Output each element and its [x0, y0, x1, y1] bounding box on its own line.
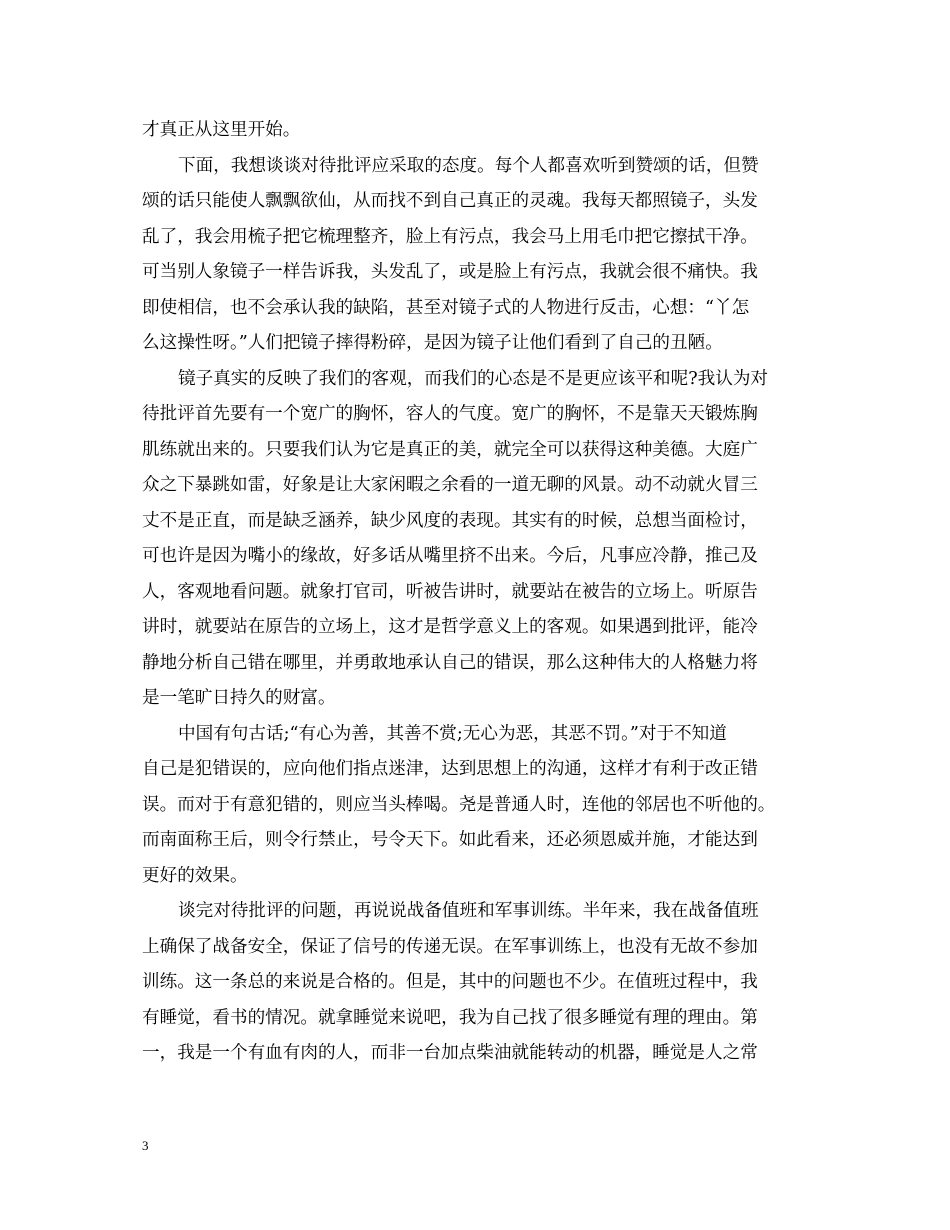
text-line: 人，客观地看问题。就象打官司，听被告讲时，就要站在被告的立场上。听原告 [142, 581, 758, 602]
text-line: 丈不是正直，而是缺乏涵养，缺少风度的表现。其实有的时候，总想当面检讨， [142, 510, 758, 531]
text-line: 有睡觉，看书的情况。就拿睡觉来说吧，我为自己找了很多睡觉有理的理由。第 [142, 1007, 758, 1028]
text-line: 上确保了战备安全，保证了信号的传递无误。在军事训练上，也没有无故不参加 [142, 936, 758, 957]
text-line: 可也许是因为嘴小的缘故，好多话从嘴里挤不出来。今后，凡事应冷静，推己及 [142, 546, 758, 566]
text-line: 中国有句古话;“有心为善，其善不赏;无心为恶，其恶不罚。”对于不知道 [178, 723, 727, 744]
text-line: 讲时，就要站在原告的立场上，这才是哲学意义上的客观。如果遇到批评，能冷 [142, 617, 758, 637]
text-line: 颂的话只能使人飘飘欲仙，从而找不到自己真正的灵魂。我每天都照镜子，头发 [142, 191, 758, 211]
text-line: 谈完对待批评的问题，再说说战备值班和军事训练。半年来，我在战备值班 [178, 901, 759, 921]
text-line: 众之下暴跳如雷，好象是让大家闲暇之余看的一道无聊的风景。动不动就火冒三 [142, 475, 758, 495]
text-line: 而南面称王后，则令行禁止，号令天下。如此看来，还必须恩威并施，才能达到 [142, 830, 758, 850]
text-line: 下面，我想谈谈对待批评应采取的态度。每个人都喜欢听到赞颂的话，但赞 [178, 155, 759, 176]
page-number: 3 [142, 1138, 149, 1153]
text-line: 乱了，我会用梳子把它梳理整齐，脸上有污点，我会马上用毛巾把它擦拭干净。 [142, 226, 758, 247]
text-line: 肌练就出来的。只要我们认为它是真正的美，就完全可以获得这种美德。大庭广 [142, 439, 758, 460]
text-line: 一，我是一个有血有肉的人，而非一台加点柴油就能转动的机器，睡觉是人之常 [142, 1043, 758, 1063]
text-line: 可当别人象镜子一样告诉我，头发乱了，或是脸上有污点，我就会很不痛快。我 [142, 262, 758, 282]
text-line: 自己是犯错误的，应向他们指点迷津，达到思想上的沟通，这样才有利于改正错 [142, 759, 758, 779]
text-line: 待批评首先要有一个宽广的胸怀，容人的气度。宽广的胸怀，不是靠天天锻炼胸 [142, 404, 758, 424]
text-line: 才真正从这里开始。 [142, 120, 301, 140]
text-line: 镜子真实的反映了我们的客观，而我们的心态是不是更应该平和呢?我认为对 [178, 368, 769, 389]
document-body [142, 113, 832, 1072]
text-line: 误。而对于有意犯错的，则应当头棒喝。尧是普通人时，连他的邻居也不听他的。 [142, 794, 776, 815]
text-line: 静地分析自己错在哪里，并勇敢地承认自己的错误，那么这种伟大的人格魅力将 [142, 652, 758, 673]
text-line: 即使相信，也不会承认我的缺陷，甚至对镜子式的人物进行反击，心想：“丫怎 [142, 297, 750, 318]
text-line: 是一笔旷日持久的财富。 [142, 688, 336, 708]
text-line: 更好的效果。 [142, 865, 248, 886]
text-line: 训练。这一条总的来说是合格的。但是，其中的问题也不少。在值班过程中，我 [142, 972, 758, 992]
text-line: 么这操性呀。”人们把镜子摔得粉碎，是因为镜子让他们看到了自己的丑陋。 [142, 333, 723, 353]
